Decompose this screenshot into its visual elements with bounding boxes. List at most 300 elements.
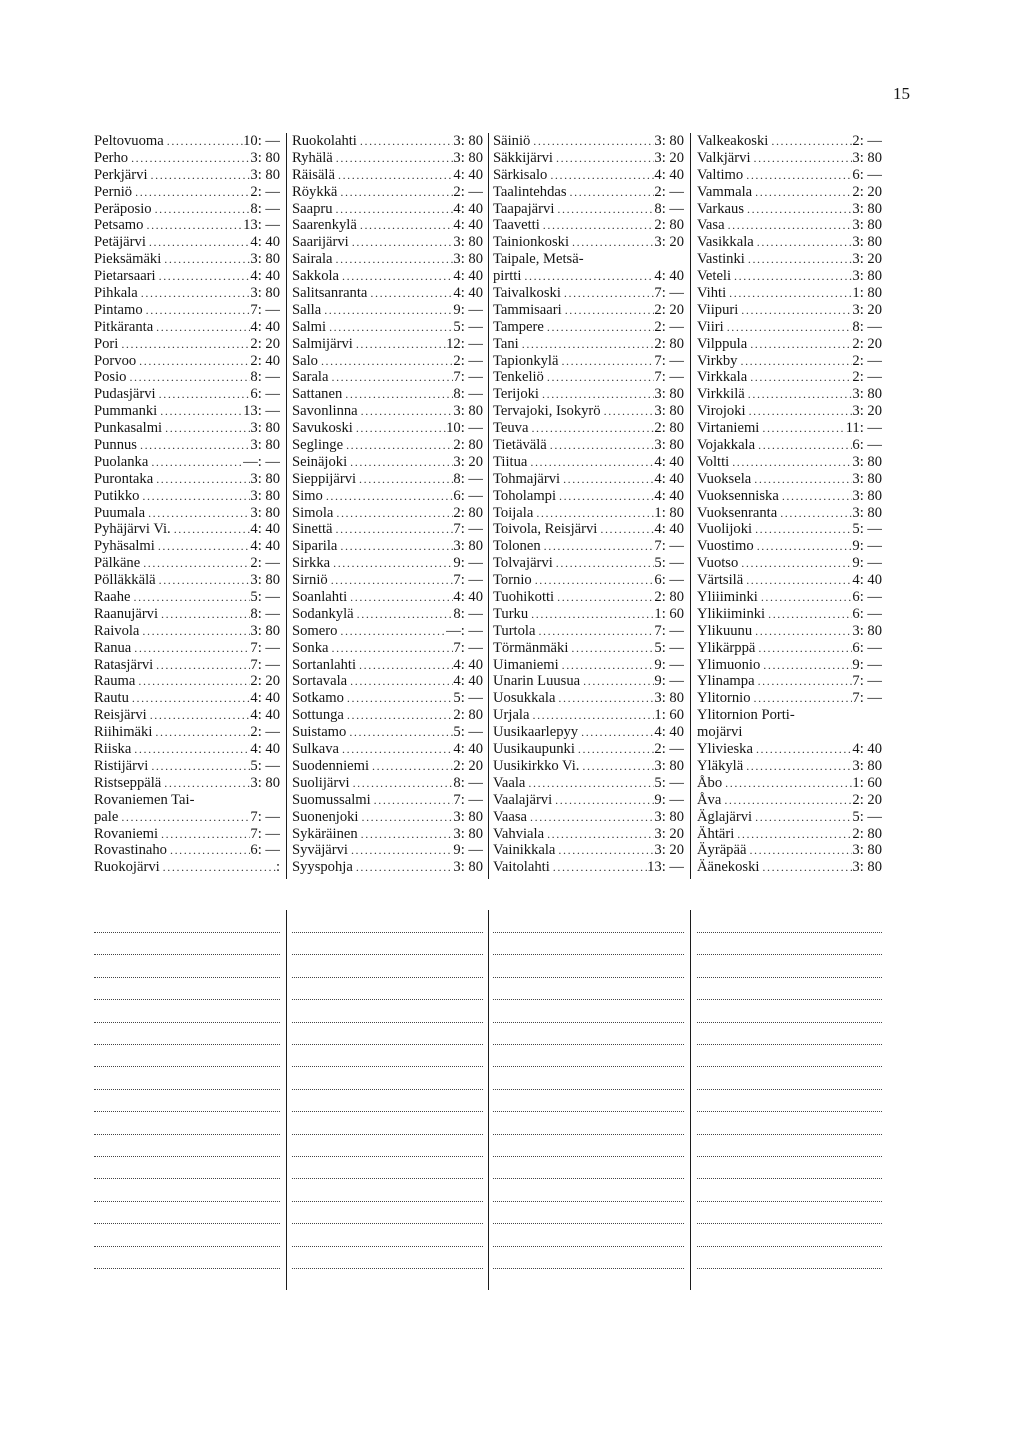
dot-leader bbox=[547, 167, 654, 184]
directory-entry bbox=[493, 555, 684, 572]
place-name: Tapionkylä bbox=[493, 352, 559, 369]
directory-entry bbox=[292, 353, 483, 370]
place-name: Ruokojärvi bbox=[94, 859, 160, 876]
directory-entry bbox=[493, 251, 684, 268]
directory-entry bbox=[94, 707, 280, 724]
place-name: Rovastinaho bbox=[94, 842, 167, 859]
rate-value: 7: — bbox=[852, 690, 882, 707]
dot-leader bbox=[569, 234, 654, 251]
blank-line bbox=[292, 999, 483, 1000]
rate-value: 5: — bbox=[453, 690, 483, 707]
rate-value: 6: — bbox=[852, 437, 882, 454]
place-name: Turtola bbox=[493, 622, 536, 639]
directory-entry bbox=[94, 674, 280, 691]
rate-value: 9: — bbox=[654, 656, 684, 673]
dot-leader bbox=[752, 623, 852, 640]
place-name: Tenkeliö bbox=[493, 369, 544, 386]
place-name: Sirniö bbox=[292, 572, 328, 589]
blank-line bbox=[697, 1268, 882, 1269]
directory-entry bbox=[697, 201, 882, 218]
place-name: Vuotso bbox=[697, 555, 739, 572]
place-name: Virojoki bbox=[697, 403, 746, 420]
dot-leader bbox=[354, 606, 454, 623]
rate-value: 6: — bbox=[453, 487, 483, 504]
place-name: Vaala bbox=[493, 774, 526, 791]
column-divider bbox=[286, 133, 287, 879]
dot-leader bbox=[353, 336, 446, 353]
rate-value: 4: 40 bbox=[250, 538, 280, 555]
directory-entry bbox=[697, 336, 882, 353]
place-name: Sonka bbox=[292, 639, 329, 656]
place-name: Toijala bbox=[493, 504, 534, 521]
dot-leader bbox=[136, 353, 250, 370]
directory-entry bbox=[292, 640, 483, 657]
dot-leader bbox=[132, 184, 250, 201]
directory-entry bbox=[94, 842, 280, 859]
place-name: Valkjärvi bbox=[697, 149, 751, 166]
directory-entry bbox=[697, 555, 882, 572]
directory-entry bbox=[94, 437, 280, 454]
rate-value: 7: — bbox=[654, 369, 684, 386]
blank-line bbox=[94, 1044, 280, 1045]
place-name: Raahe bbox=[94, 589, 131, 606]
directory-entry bbox=[697, 758, 882, 775]
place-name: Säiniö bbox=[493, 133, 531, 149]
place-name: Taivalkoski bbox=[493, 285, 561, 301]
rate-value: 3: 20 bbox=[852, 301, 882, 318]
place-name: Vaasa bbox=[493, 808, 528, 825]
place-name: Yliiiminki bbox=[697, 589, 758, 606]
dot-leader bbox=[555, 690, 654, 707]
rate-value: 2: 80 bbox=[453, 707, 483, 724]
place-name: Somero bbox=[292, 622, 338, 639]
dot-leader bbox=[746, 403, 853, 420]
dot-leader bbox=[349, 234, 454, 251]
directory-entry bbox=[493, 826, 684, 843]
directory-entry bbox=[493, 184, 684, 201]
directory-entry bbox=[292, 775, 483, 792]
directory-entry bbox=[292, 724, 483, 741]
rate-value: 1: 60 bbox=[852, 774, 882, 791]
directory-entry bbox=[292, 657, 483, 674]
place-name: Sodankylä bbox=[292, 605, 354, 622]
rate-value: 8: — bbox=[250, 200, 280, 217]
place-name: Tammisaari bbox=[493, 301, 562, 318]
rate-value: 3: 80 bbox=[250, 470, 280, 487]
dot-leader bbox=[575, 741, 655, 758]
directory-entry bbox=[697, 792, 882, 809]
dot-leader bbox=[559, 657, 655, 674]
rate-value: 3: 80 bbox=[852, 622, 882, 639]
rate-value: 2: — bbox=[654, 183, 684, 200]
directory-entry bbox=[697, 826, 882, 843]
dot-leader bbox=[743, 167, 852, 184]
directory-entry bbox=[493, 201, 684, 218]
directory-entry bbox=[292, 690, 483, 707]
blank-line bbox=[292, 1223, 483, 1224]
blank-line bbox=[493, 1156, 684, 1157]
rate-value: 4: 40 bbox=[654, 487, 684, 504]
rate-value: 4: 40 bbox=[453, 673, 483, 690]
directory-entry bbox=[697, 640, 882, 657]
directory-entry bbox=[94, 555, 280, 572]
blank-line bbox=[493, 1223, 684, 1224]
directory-entry bbox=[493, 353, 684, 370]
blank-line bbox=[493, 999, 684, 1000]
rate-value: 4: 40 bbox=[654, 268, 684, 285]
rate-value: 2: 80 bbox=[852, 825, 882, 842]
blank-column-divider bbox=[488, 910, 489, 1290]
dot-leader bbox=[519, 336, 655, 353]
rate-value: 3: 80 bbox=[250, 437, 280, 454]
dot-leader bbox=[171, 521, 251, 538]
rate-value: 9: — bbox=[852, 656, 882, 673]
rate-value: 2: 80 bbox=[453, 504, 483, 521]
directory-entry bbox=[292, 133, 483, 150]
dot-leader bbox=[357, 217, 454, 234]
dot-leader bbox=[156, 268, 251, 285]
dot-leader bbox=[328, 640, 453, 657]
place-name: Röykkä bbox=[292, 183, 338, 200]
rate-value: 4: 40 bbox=[654, 453, 684, 470]
place-name: Taavetti bbox=[493, 217, 540, 234]
directory-entry bbox=[292, 184, 483, 201]
blank-line bbox=[292, 954, 483, 955]
rate-value: 3: 80 bbox=[453, 538, 483, 555]
place-name: Valtimo bbox=[697, 166, 744, 183]
directory-entry bbox=[292, 420, 483, 437]
directory-entry bbox=[493, 234, 684, 251]
blank-line bbox=[292, 1156, 483, 1157]
rate-value: 9: — bbox=[453, 555, 483, 572]
place-name: Unarin Luusua bbox=[493, 673, 581, 690]
dot-leader bbox=[521, 268, 654, 285]
dot-leader bbox=[339, 268, 453, 285]
place-name: Virtaniemi bbox=[697, 420, 760, 437]
place-name: Seglinge bbox=[292, 437, 344, 454]
place-name: Punnus bbox=[94, 437, 137, 454]
place-name: Sinettä bbox=[292, 521, 333, 538]
place-name: Simo bbox=[292, 487, 323, 504]
rate-value: 7: — bbox=[250, 825, 280, 842]
rate-value: 13: — bbox=[647, 859, 684, 876]
dot-leader bbox=[765, 606, 852, 623]
directory-entry bbox=[94, 758, 280, 775]
directory-entry bbox=[94, 538, 280, 555]
directory-entry bbox=[94, 201, 280, 218]
rate-value: 3: 80 bbox=[852, 453, 882, 470]
rate-value: 10: — bbox=[243, 133, 280, 149]
dot-leader bbox=[135, 674, 250, 691]
blank-line bbox=[94, 932, 280, 933]
directory-entry bbox=[697, 809, 882, 826]
directory-entry bbox=[697, 285, 882, 302]
directory-entry bbox=[697, 234, 882, 251]
rate-value: 2: — bbox=[453, 183, 483, 200]
rate-value: 8: — bbox=[250, 369, 280, 386]
blank-line bbox=[697, 1223, 882, 1224]
dot-leader bbox=[342, 386, 453, 403]
dot-leader bbox=[347, 589, 453, 606]
directory-entry bbox=[697, 369, 882, 386]
dot-leader bbox=[131, 741, 250, 758]
dot-leader bbox=[350, 775, 454, 792]
blank-line bbox=[493, 1111, 684, 1112]
directory-entry bbox=[94, 809, 280, 826]
rate-value: 5: — bbox=[453, 318, 483, 335]
rate-value: 3: 80 bbox=[654, 437, 684, 454]
rate-value: 3: 80 bbox=[453, 403, 483, 420]
place-name: Vuoksenranta bbox=[697, 504, 778, 521]
place-name: Pihkala bbox=[94, 285, 138, 301]
directory-entry bbox=[697, 589, 882, 606]
directory-entry bbox=[493, 488, 684, 505]
blank-line bbox=[94, 1201, 280, 1202]
directory-entry bbox=[493, 859, 684, 876]
place-name: Taipale, Metsä- bbox=[493, 251, 584, 268]
dot-leader bbox=[530, 133, 654, 150]
blank-line bbox=[697, 1111, 882, 1112]
rate-value: 2: 80 bbox=[654, 335, 684, 352]
directory-entry bbox=[493, 707, 684, 724]
rate-value: 2: 20 bbox=[852, 791, 882, 808]
dot-leader bbox=[153, 319, 250, 336]
rate-value: 3: 80 bbox=[250, 572, 280, 589]
blank-line bbox=[697, 1044, 882, 1045]
dot-leader bbox=[580, 674, 654, 691]
place-name: Terijoki bbox=[493, 386, 539, 403]
place-name: Ylimuonio bbox=[697, 656, 761, 673]
directory-entry bbox=[292, 471, 483, 488]
rate-value: 3: 80 bbox=[852, 386, 882, 403]
dot-leader bbox=[529, 707, 654, 724]
directory-entry bbox=[493, 521, 684, 538]
directory-entry bbox=[292, 792, 483, 809]
place-name: Särkisalo bbox=[493, 166, 548, 183]
directory-entry bbox=[493, 758, 684, 775]
dot-leader bbox=[147, 707, 251, 724]
directory-entry bbox=[94, 792, 280, 809]
dot-leader bbox=[143, 217, 243, 234]
place-name: Saarijärvi bbox=[292, 234, 349, 251]
rate-value: 2: — bbox=[654, 741, 684, 758]
directory-entry bbox=[697, 251, 882, 268]
dot-leader bbox=[544, 826, 654, 843]
rate-value: 9: — bbox=[453, 842, 483, 859]
place-name: Törmänmäki bbox=[493, 639, 569, 656]
directory-entry bbox=[292, 859, 483, 876]
rate-value: 2: — bbox=[250, 724, 280, 741]
dot-leader bbox=[356, 471, 453, 488]
dot-leader bbox=[353, 859, 454, 876]
dot-leader bbox=[533, 505, 654, 522]
directory-entry bbox=[493, 319, 684, 336]
place-name: Syyspohja bbox=[292, 859, 353, 876]
rate-value: 7: — bbox=[250, 656, 280, 673]
place-name: Räisälä bbox=[292, 166, 335, 183]
blank-line bbox=[697, 1089, 882, 1090]
directory-entry bbox=[697, 420, 882, 437]
rate-value: 4: 40 bbox=[453, 589, 483, 606]
directory-entry bbox=[697, 674, 882, 691]
directory-entry bbox=[493, 606, 684, 623]
rate-value: 7: — bbox=[453, 639, 483, 656]
rate-value: 2: 80 bbox=[654, 420, 684, 437]
directory-entry bbox=[697, 741, 882, 758]
rate-value: 5: — bbox=[852, 521, 882, 538]
directory-entry bbox=[292, 454, 483, 471]
place-name: Äänekoski bbox=[697, 859, 760, 876]
blank-line bbox=[292, 1178, 483, 1179]
place-name: Säkkijärvi bbox=[493, 149, 553, 166]
column-3 bbox=[493, 133, 684, 879]
rate-value: 7: — bbox=[250, 808, 280, 825]
directory-entry bbox=[292, 319, 483, 336]
dot-leader bbox=[344, 707, 454, 724]
rate-value: 3: 80 bbox=[453, 859, 483, 876]
place-name: Sakkola bbox=[292, 268, 340, 285]
rate-value: 7: — bbox=[250, 639, 280, 656]
dot-leader bbox=[721, 792, 852, 809]
directory-entry bbox=[493, 403, 684, 420]
rate-value: 2: 20 bbox=[250, 335, 280, 352]
place-name: Toholampi bbox=[493, 487, 557, 504]
rate-value: 2: — bbox=[852, 133, 882, 149]
place-name: Salo bbox=[292, 352, 318, 369]
place-name: Pintamo bbox=[94, 301, 143, 318]
dot-leader bbox=[544, 319, 655, 336]
rate-value: 4: 40 bbox=[250, 234, 280, 251]
dot-leader bbox=[337, 538, 453, 555]
place-name: Vilppula bbox=[697, 335, 748, 352]
dot-leader bbox=[558, 353, 654, 370]
directory-entry bbox=[493, 336, 684, 353]
directory-entry bbox=[697, 775, 882, 792]
directory-entry bbox=[697, 454, 882, 471]
place-name: Peltovuoma bbox=[94, 133, 164, 149]
place-name: Viiri bbox=[697, 318, 724, 335]
dot-leader bbox=[367, 285, 453, 302]
directory-entry bbox=[94, 775, 280, 792]
rate-value: 9: — bbox=[654, 673, 684, 690]
directory-entry bbox=[493, 302, 684, 319]
rate-value: 6: — bbox=[852, 605, 882, 622]
dot-leader bbox=[152, 201, 251, 218]
place-name: Pitkäranta bbox=[94, 318, 154, 335]
directory-entry bbox=[292, 217, 483, 234]
rate-value: 3: 80 bbox=[654, 808, 684, 825]
dot-leader bbox=[343, 437, 453, 454]
dot-leader bbox=[358, 809, 453, 826]
dot-leader bbox=[146, 234, 251, 251]
directory-entry bbox=[94, 640, 280, 657]
dot-leader bbox=[153, 657, 250, 674]
directory-entry bbox=[94, 488, 280, 505]
place-name: Raivola bbox=[94, 622, 140, 639]
place-name: Sattanen bbox=[292, 386, 343, 403]
blank-line bbox=[94, 1268, 280, 1269]
place-name: Virkkilä bbox=[697, 386, 745, 403]
dot-leader bbox=[540, 217, 655, 234]
place-name: Vastinki bbox=[697, 251, 745, 268]
place-name: Syväjärvi bbox=[292, 842, 348, 859]
place-name: Rauma bbox=[94, 673, 136, 690]
dot-leader bbox=[128, 150, 250, 167]
directory-entry bbox=[94, 606, 280, 623]
place-name: Pieksämäki bbox=[94, 251, 162, 268]
blank-line bbox=[292, 977, 483, 978]
directory-entry bbox=[94, 336, 280, 353]
place-name: Vasa bbox=[697, 217, 725, 234]
directory-entry bbox=[697, 538, 882, 555]
dot-leader bbox=[152, 724, 250, 741]
dot-leader bbox=[357, 133, 454, 150]
rate-value: 3: 80 bbox=[852, 149, 882, 166]
blank-line bbox=[292, 1044, 483, 1045]
dot-leader bbox=[759, 859, 852, 876]
place-name: Virkby bbox=[697, 352, 738, 369]
dot-leader bbox=[167, 842, 250, 859]
rate-value: 2: — bbox=[852, 352, 882, 369]
directory-entry bbox=[292, 826, 483, 843]
directory-entry bbox=[493, 133, 684, 150]
blank-line bbox=[94, 999, 280, 1000]
directory-entry bbox=[94, 454, 280, 471]
rate-value: 5: — bbox=[250, 589, 280, 606]
dot-leader bbox=[158, 826, 250, 843]
place-name: Sulkava bbox=[292, 741, 340, 758]
dot-leader bbox=[745, 251, 853, 268]
dot-leader bbox=[544, 369, 655, 386]
directory-entry bbox=[292, 403, 483, 420]
place-name: Ruokolahti bbox=[292, 133, 357, 149]
rate-value: 3: 80 bbox=[852, 859, 882, 876]
blank-line bbox=[94, 1178, 280, 1179]
directory-entry bbox=[697, 707, 882, 724]
place-name: Puumala bbox=[94, 504, 146, 521]
dot-leader bbox=[328, 572, 454, 589]
place-name: mojärvi bbox=[697, 724, 743, 741]
rate-value: 2: — bbox=[250, 555, 280, 572]
place-name: Vasikkala bbox=[697, 234, 754, 251]
place-name: Sottunga bbox=[292, 707, 344, 724]
dot-leader bbox=[156, 572, 251, 589]
blank-line bbox=[697, 1178, 882, 1179]
directory-entry bbox=[94, 251, 280, 268]
dot-leader bbox=[726, 285, 852, 302]
dot-leader bbox=[738, 555, 852, 572]
place-name: Vainikkala bbox=[493, 842, 556, 859]
rate-value: 2: 20 bbox=[654, 301, 684, 318]
blank-line bbox=[94, 1066, 280, 1067]
dot-leader bbox=[164, 133, 243, 150]
rate-value: 4: 40 bbox=[453, 200, 483, 217]
dot-leader bbox=[747, 336, 852, 353]
directory-entry bbox=[94, 285, 280, 302]
rate-value: 1: 60 bbox=[654, 605, 684, 622]
rate-value: 4: 40 bbox=[250, 521, 280, 538]
place-name: Suonenjoki bbox=[292, 808, 359, 825]
directory-entry bbox=[493, 505, 684, 522]
dot-leader bbox=[567, 184, 655, 201]
directory-entry bbox=[697, 217, 882, 234]
place-name: Vaalajärvi bbox=[493, 791, 553, 808]
directory-entry bbox=[292, 589, 483, 606]
directory-entry bbox=[697, 386, 882, 403]
dot-leader bbox=[157, 403, 243, 420]
place-name: Ylikiiminki bbox=[697, 605, 766, 622]
directory-entry bbox=[493, 741, 684, 758]
